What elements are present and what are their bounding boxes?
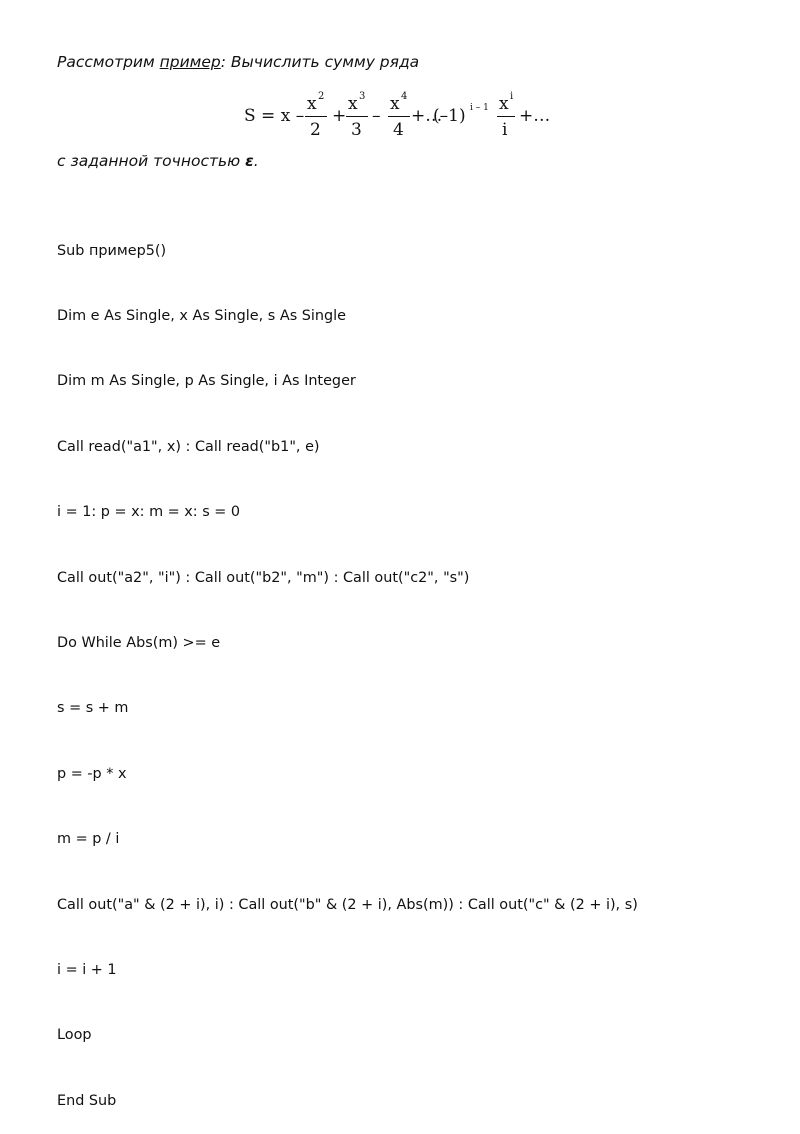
code-line: s = s + m [57, 700, 129, 717]
sign-factor: (–1) [433, 106, 466, 126]
sign-exponent: i – 1 [470, 103, 489, 113]
code-line: Call read("a1", x) : Call read("b1", e) [57, 438, 320, 455]
code-line: Dim e As Single, x As Single, s As Single [57, 307, 347, 324]
code-line: i = i + 1 [57, 961, 117, 978]
term4-numerator: x [390, 94, 400, 114]
code-line: Do While Abs(m) >= e [57, 634, 221, 651]
term2-fraction-bar [305, 116, 327, 117]
intro-prefix: Рассмотрим [57, 53, 160, 71]
code-line: m = p / i [57, 831, 120, 848]
plus-sign: + [332, 106, 347, 126]
code-line: Call out("a2", "i") : Call out("b2", "m") : Call out("c2", "s") [57, 569, 470, 586]
term2-denominator: 2 [310, 120, 321, 140]
term-i-fraction-bar [497, 116, 515, 117]
code-line: i = 1: p = x: m = x: s = 0 [57, 504, 241, 521]
term4-fraction-bar [388, 116, 410, 117]
term2-exponent: 2 [318, 91, 325, 102]
term-i-denominator: i [502, 120, 508, 140]
minus-sign: – [372, 106, 381, 126]
code-line: Sub пример5() [57, 242, 167, 259]
formula-lhs: S = x – [244, 106, 305, 126]
term3-fraction-bar [346, 116, 368, 117]
term-i-exponent: i [510, 91, 514, 102]
term4-denominator: 4 [393, 120, 404, 140]
series-formula [244, 90, 564, 146]
precision-end: . [253, 152, 259, 170]
term3-numerator: x [348, 94, 358, 114]
precision-text [57, 152, 259, 170]
term-i-numerator: x [499, 94, 509, 114]
intro-suffix: : Вычислить сумму ряда [220, 53, 420, 71]
term4-exponent: 4 [401, 91, 408, 102]
epsilon-symbol: ε [245, 152, 254, 170]
code-line: Dim m As Single, p As Single, i As Integer [57, 373, 356, 390]
precision-label: с заданной точностью [57, 152, 246, 170]
term3-denominator: 3 [351, 120, 362, 140]
code-line: p = -p * x [57, 765, 127, 782]
example-link[interactable]: пример [159, 53, 221, 71]
term3-exponent: 3 [359, 91, 366, 102]
formula-tail: +… [519, 106, 551, 126]
term2-numerator: x [307, 94, 317, 114]
ellipsis-plus: +… [411, 106, 443, 126]
code-line: Loop [57, 1027, 92, 1044]
code-line: End Sub [57, 1092, 117, 1109]
code-line: Call out("a" & (2 + i), i) : Call out("b" & (2 + i), Abs(m)) : Call out("c" & (2 + i), s) [57, 896, 638, 913]
intro-text [57, 53, 419, 71]
code-listing [57, 197, 638, 1134]
